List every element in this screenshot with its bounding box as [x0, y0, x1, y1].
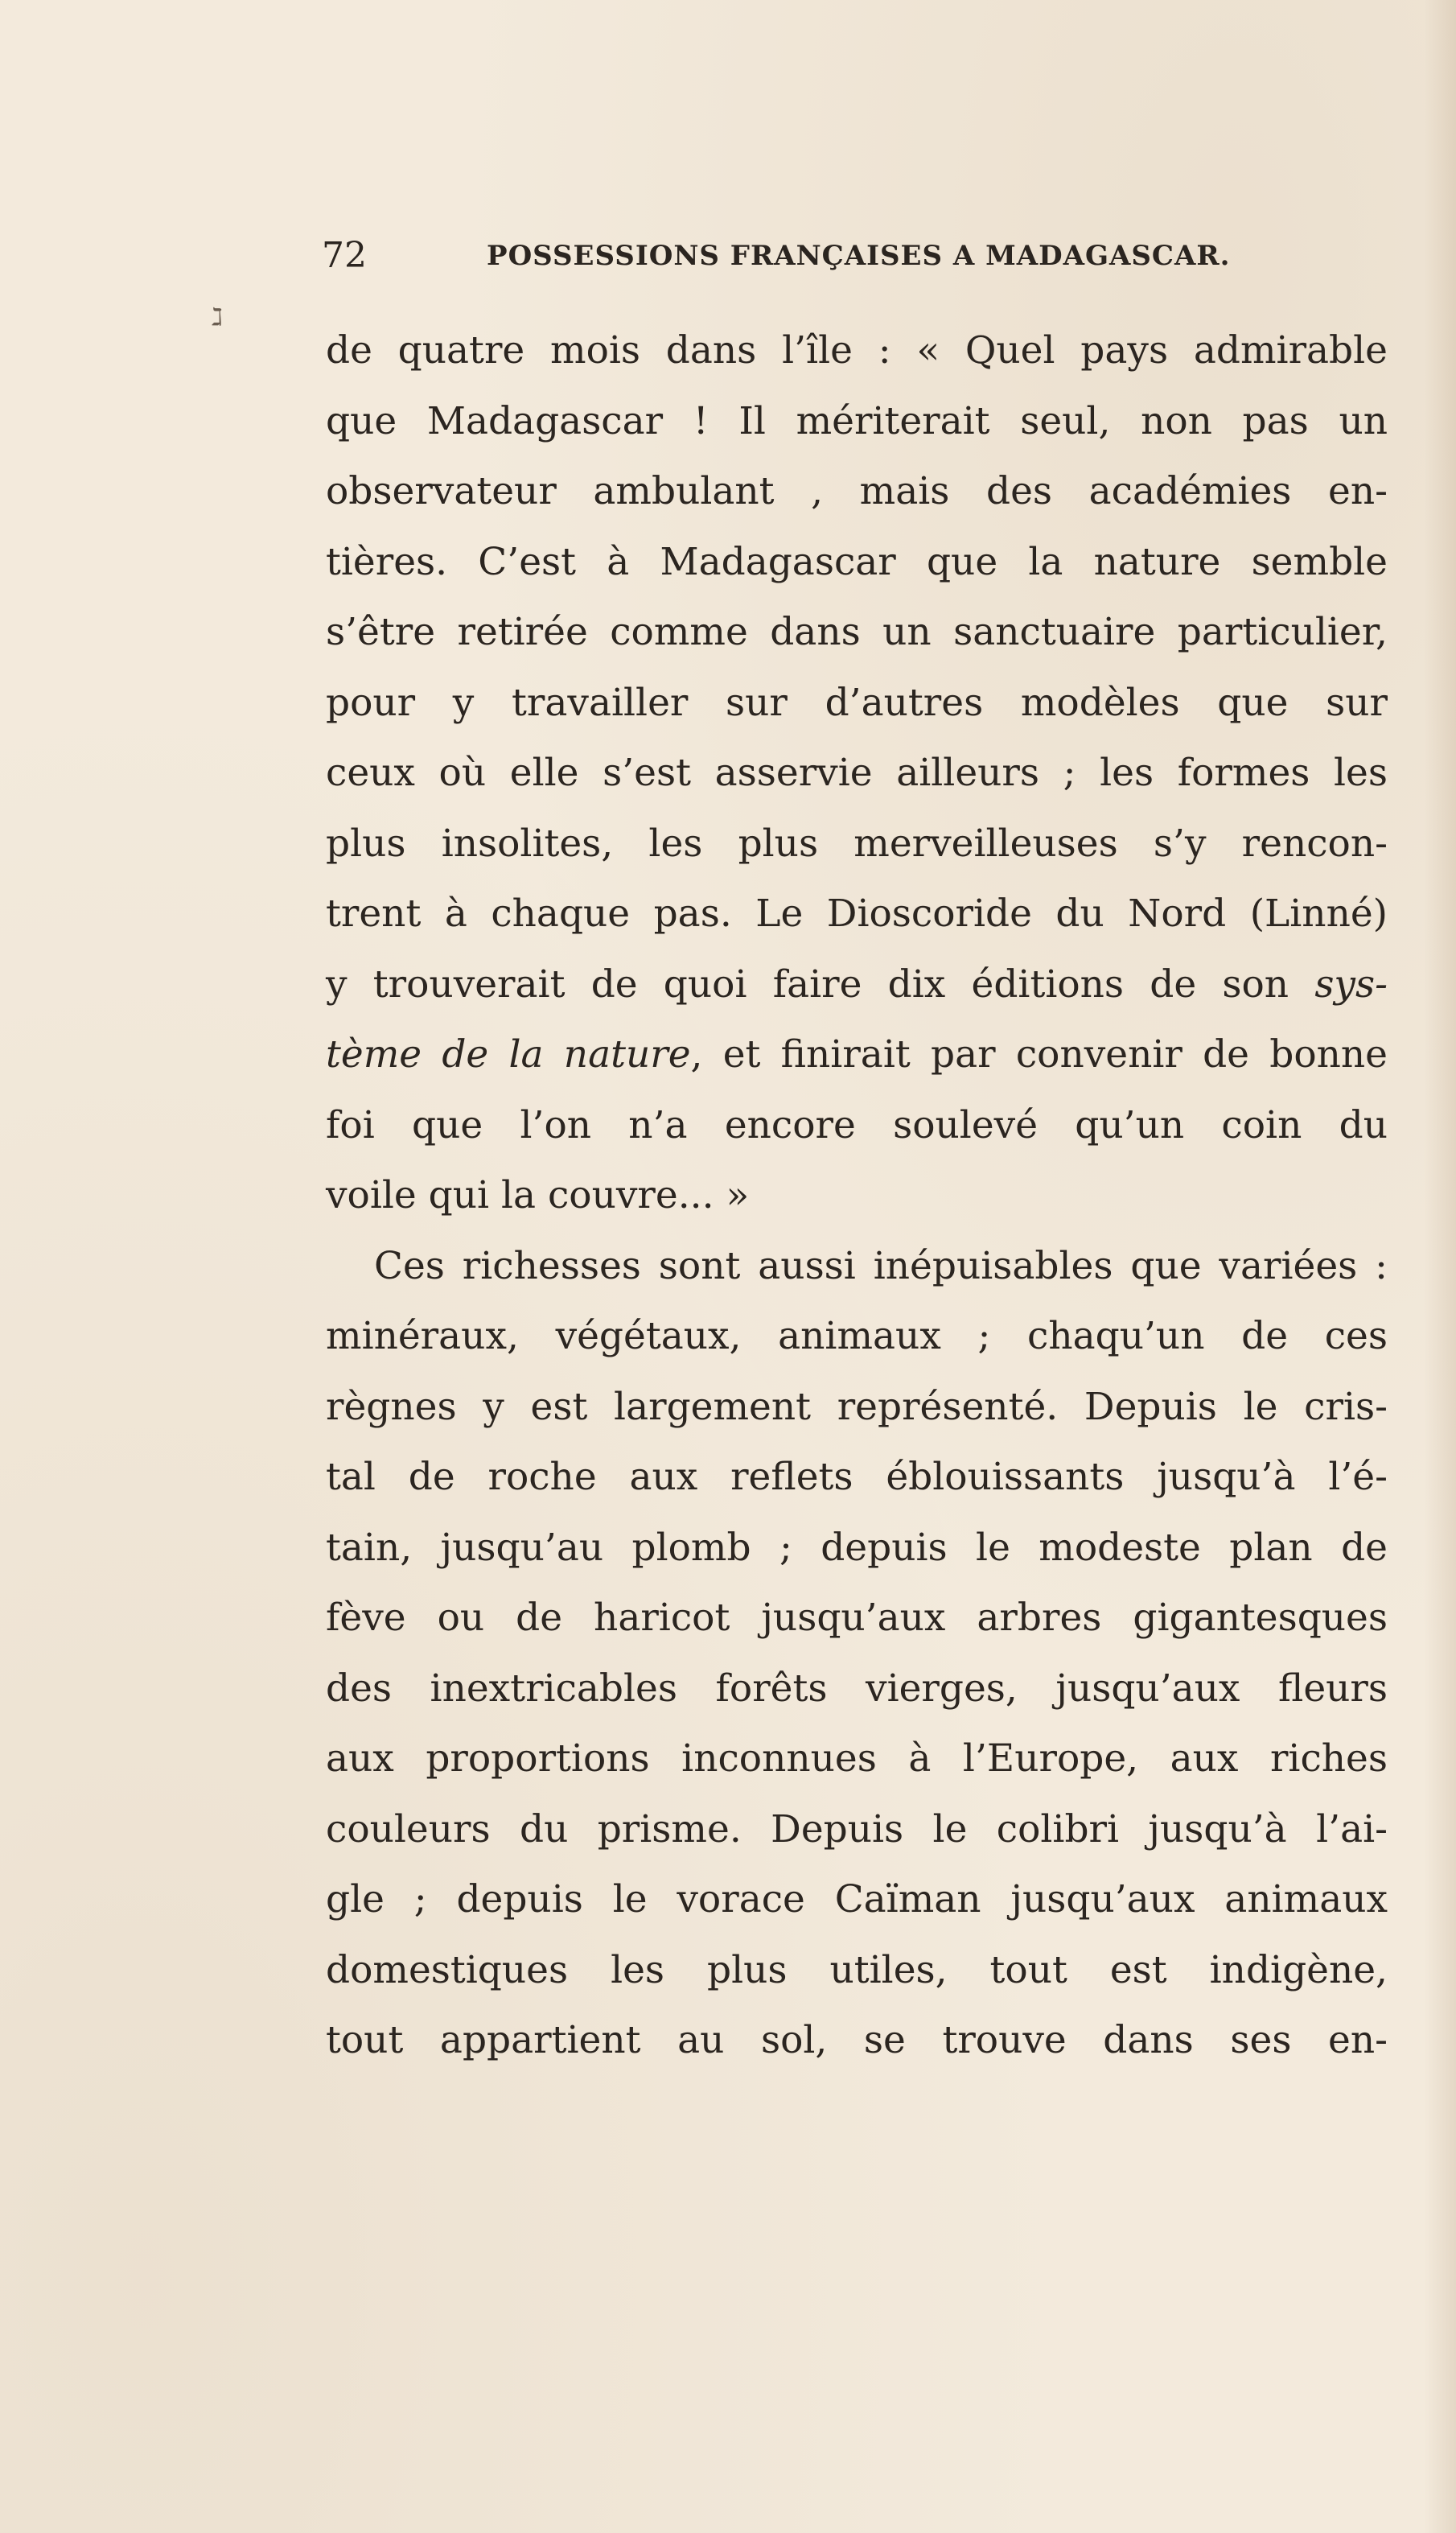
text-line: foi que l’on n’a encore soulevé qu’un coin du — [326, 1102, 1388, 1147]
text-line: tout appartient au sol, se trouve dans ses en- — [326, 2018, 1388, 2062]
body-text — [326, 315, 1388, 2076]
text-line: tal de roche aux reflets éblouissants jusqu’à l’é- — [326, 1455, 1388, 1499]
text-line: tières. C’est à Madagascar que la nature semble — [326, 539, 1388, 584]
paragraph-riches — [326, 1231, 1388, 2076]
paragraph-quote — [326, 315, 1388, 1231]
margin-annotation: ℷ — [212, 303, 223, 332]
page-edge-shadow — [1424, 0, 1456, 2533]
italic-title-segment: tème de la nature — [326, 1032, 691, 1077]
text-segment: y trouverait de quoi faire dix éditions de son — [326, 962, 1315, 1007]
text-line: gle ; depuis le vorace Caïman jusqu’aux animaux — [326, 1877, 1388, 1921]
text-line: de quatre mois dans l’île : « Quel pays admirable — [326, 328, 1388, 373]
text-line: couleurs du prisme. Depuis le colibri jusqu’à l’ai- — [326, 1806, 1388, 1851]
text-line: plus insolites, les plus merveilleuses s’y rencon- — [326, 821, 1388, 866]
italic-title-segment: sys- — [1314, 962, 1388, 1007]
text-line: règnes y est largement représenté. Depuis le cris- — [326, 1384, 1388, 1429]
text-segment: , et finirait par convenir de bonne — [690, 1032, 1388, 1077]
text-line: des inextricables forêts vierges, jusqu’aux fleurs — [326, 1666, 1388, 1711]
text-line: ceux où elle s’est asservie ailleurs ; les formes les — [326, 751, 1388, 795]
text-line: s’être retirée comme dans un sanctuaire particulier, — [326, 610, 1388, 654]
text-line: observateur ambulant , mais des académies en- — [326, 469, 1388, 513]
text-line: minéraux, végétaux, animaux ; chaqu’un de ces — [326, 1314, 1388, 1358]
text-line: aux proportions inconnues à l’Europe, aux riches — [326, 1736, 1388, 1781]
text-line: fève ou de haricot jusqu’aux arbres gigantesques — [326, 1596, 1388, 1640]
text-line: que Madagascar ! Il mériterait seul, non pas un — [326, 398, 1388, 443]
running-title: POSSESSIONS FRANÇAISES A MADAGASCAR. — [487, 240, 1231, 272]
text-line: pour y travailler sur d’autres modèles que sur — [326, 680, 1388, 725]
text-line — [326, 949, 1388, 1020]
text-line: voile qui la couvre... » — [326, 1173, 750, 1217]
text-line: domestiques les plus utiles, tout est indigène, — [326, 1947, 1388, 1992]
running-head — [322, 232, 1392, 280]
text-line: trent à chaque pas. Le Dioscoride du Nord (Linné) — [326, 892, 1388, 936]
text-line: tain, jusqu’au plomb ; depuis le modeste plan de — [326, 1525, 1388, 1570]
page-number: 72 — [322, 235, 367, 276]
text-line: Ces richesses sont aussi inépuisables que variées : — [374, 1243, 1388, 1288]
text-line — [326, 1019, 1388, 1090]
